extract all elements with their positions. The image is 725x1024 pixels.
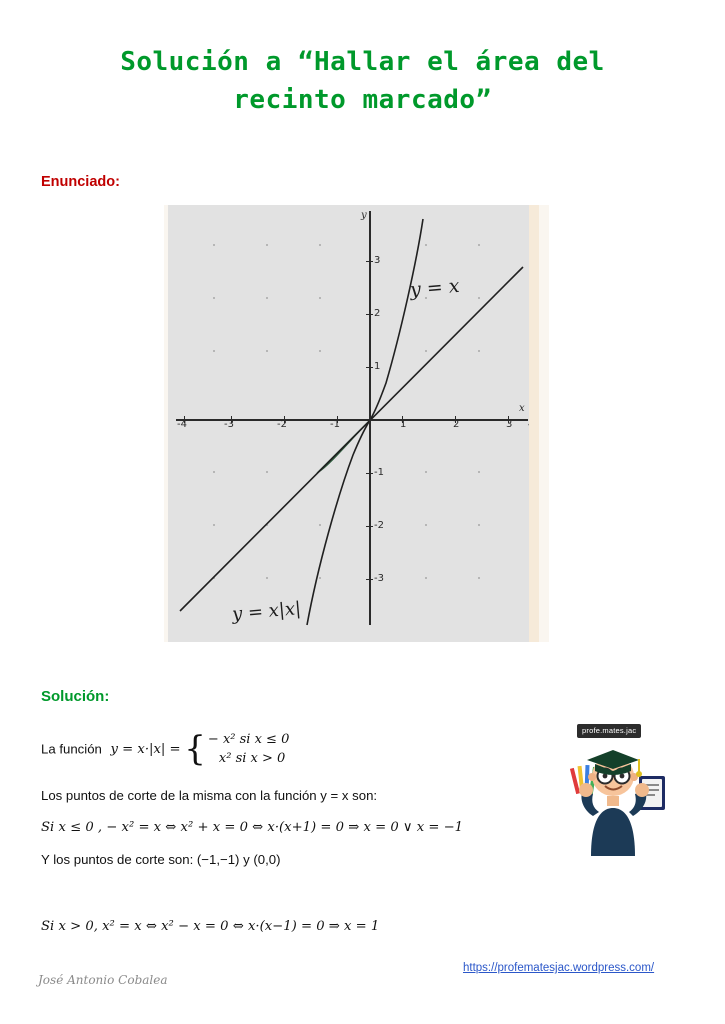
figure-edge-strip [529, 205, 539, 642]
figure-canvas [168, 205, 539, 642]
page-title: Solución a “Hallar el área del recinto marcado” [120, 47, 605, 115]
piecewise-brace-icon: { [184, 728, 206, 769]
y-tick-label: -1 [374, 467, 384, 478]
y-tick-label: 1 [374, 361, 381, 372]
y-tick-label: 3 [374, 255, 381, 266]
section-label-solucion: Solución: [41, 688, 110, 705]
x-tick-label: 2 [453, 419, 460, 430]
solution-line-2: Los puntos de corte de la misma con la función y = x son: [41, 788, 378, 803]
y-axis-name: y [361, 210, 367, 221]
piecewise-case-2: x² si x > 0 [218, 750, 286, 766]
solution-line-3: Si x ≤ 0 , − x² = x ⇔ x² + x = 0 ⇔ x·(x+1) = 0 ⇒ x = 0 ∨ x = −1 [41, 820, 464, 835]
solution-line-4: Y los puntos de corte son: (−1,−1) y (0,0) [41, 852, 281, 867]
figure-y-axis [369, 211, 371, 625]
piecewise-definition [184, 728, 290, 769]
x-tick-label: -2 [277, 419, 287, 430]
label-curve-equation: y = x|x| [231, 598, 302, 625]
solution-line-1 [41, 728, 290, 769]
solution-line-1-function: y = x·|x| = [110, 742, 181, 758]
mascot-tag-label: profe.mates.jac [577, 724, 641, 738]
x-axis-name: x [519, 403, 525, 414]
figure-graph [164, 205, 549, 642]
x-tick-label: -3 [224, 419, 234, 430]
solution-line-5: Si x > 0, x² = x ⇔ x² − x = 0 ⇔ x·(x−1) = 0 ⇒ x = 1 [41, 919, 380, 934]
label-line-equation: y = x [409, 274, 461, 302]
piecewise-case-1: − x² si x ≤ 0 [207, 732, 290, 747]
y-tick-label: -3 [374, 573, 384, 584]
footer-author: José Antonio Cobalea [38, 973, 168, 987]
x-tick-label: 3 [506, 419, 513, 430]
mascot-illustration [543, 724, 683, 856]
mascot-graphic [543, 724, 683, 856]
x-tick-label: 1 [400, 419, 407, 430]
x-tick-label: -4 [177, 419, 187, 430]
y-tick-label: 2 [374, 308, 381, 319]
y-tick-label: -2 [374, 520, 384, 531]
footer-blog-link[interactable]: https://profematesjac.wordpress.com/ [463, 962, 655, 974]
x-tick-label: -1 [330, 419, 340, 430]
solution-line-1-prefix: La función [41, 741, 102, 757]
section-label-enunciado: Enunciado: [41, 174, 120, 190]
